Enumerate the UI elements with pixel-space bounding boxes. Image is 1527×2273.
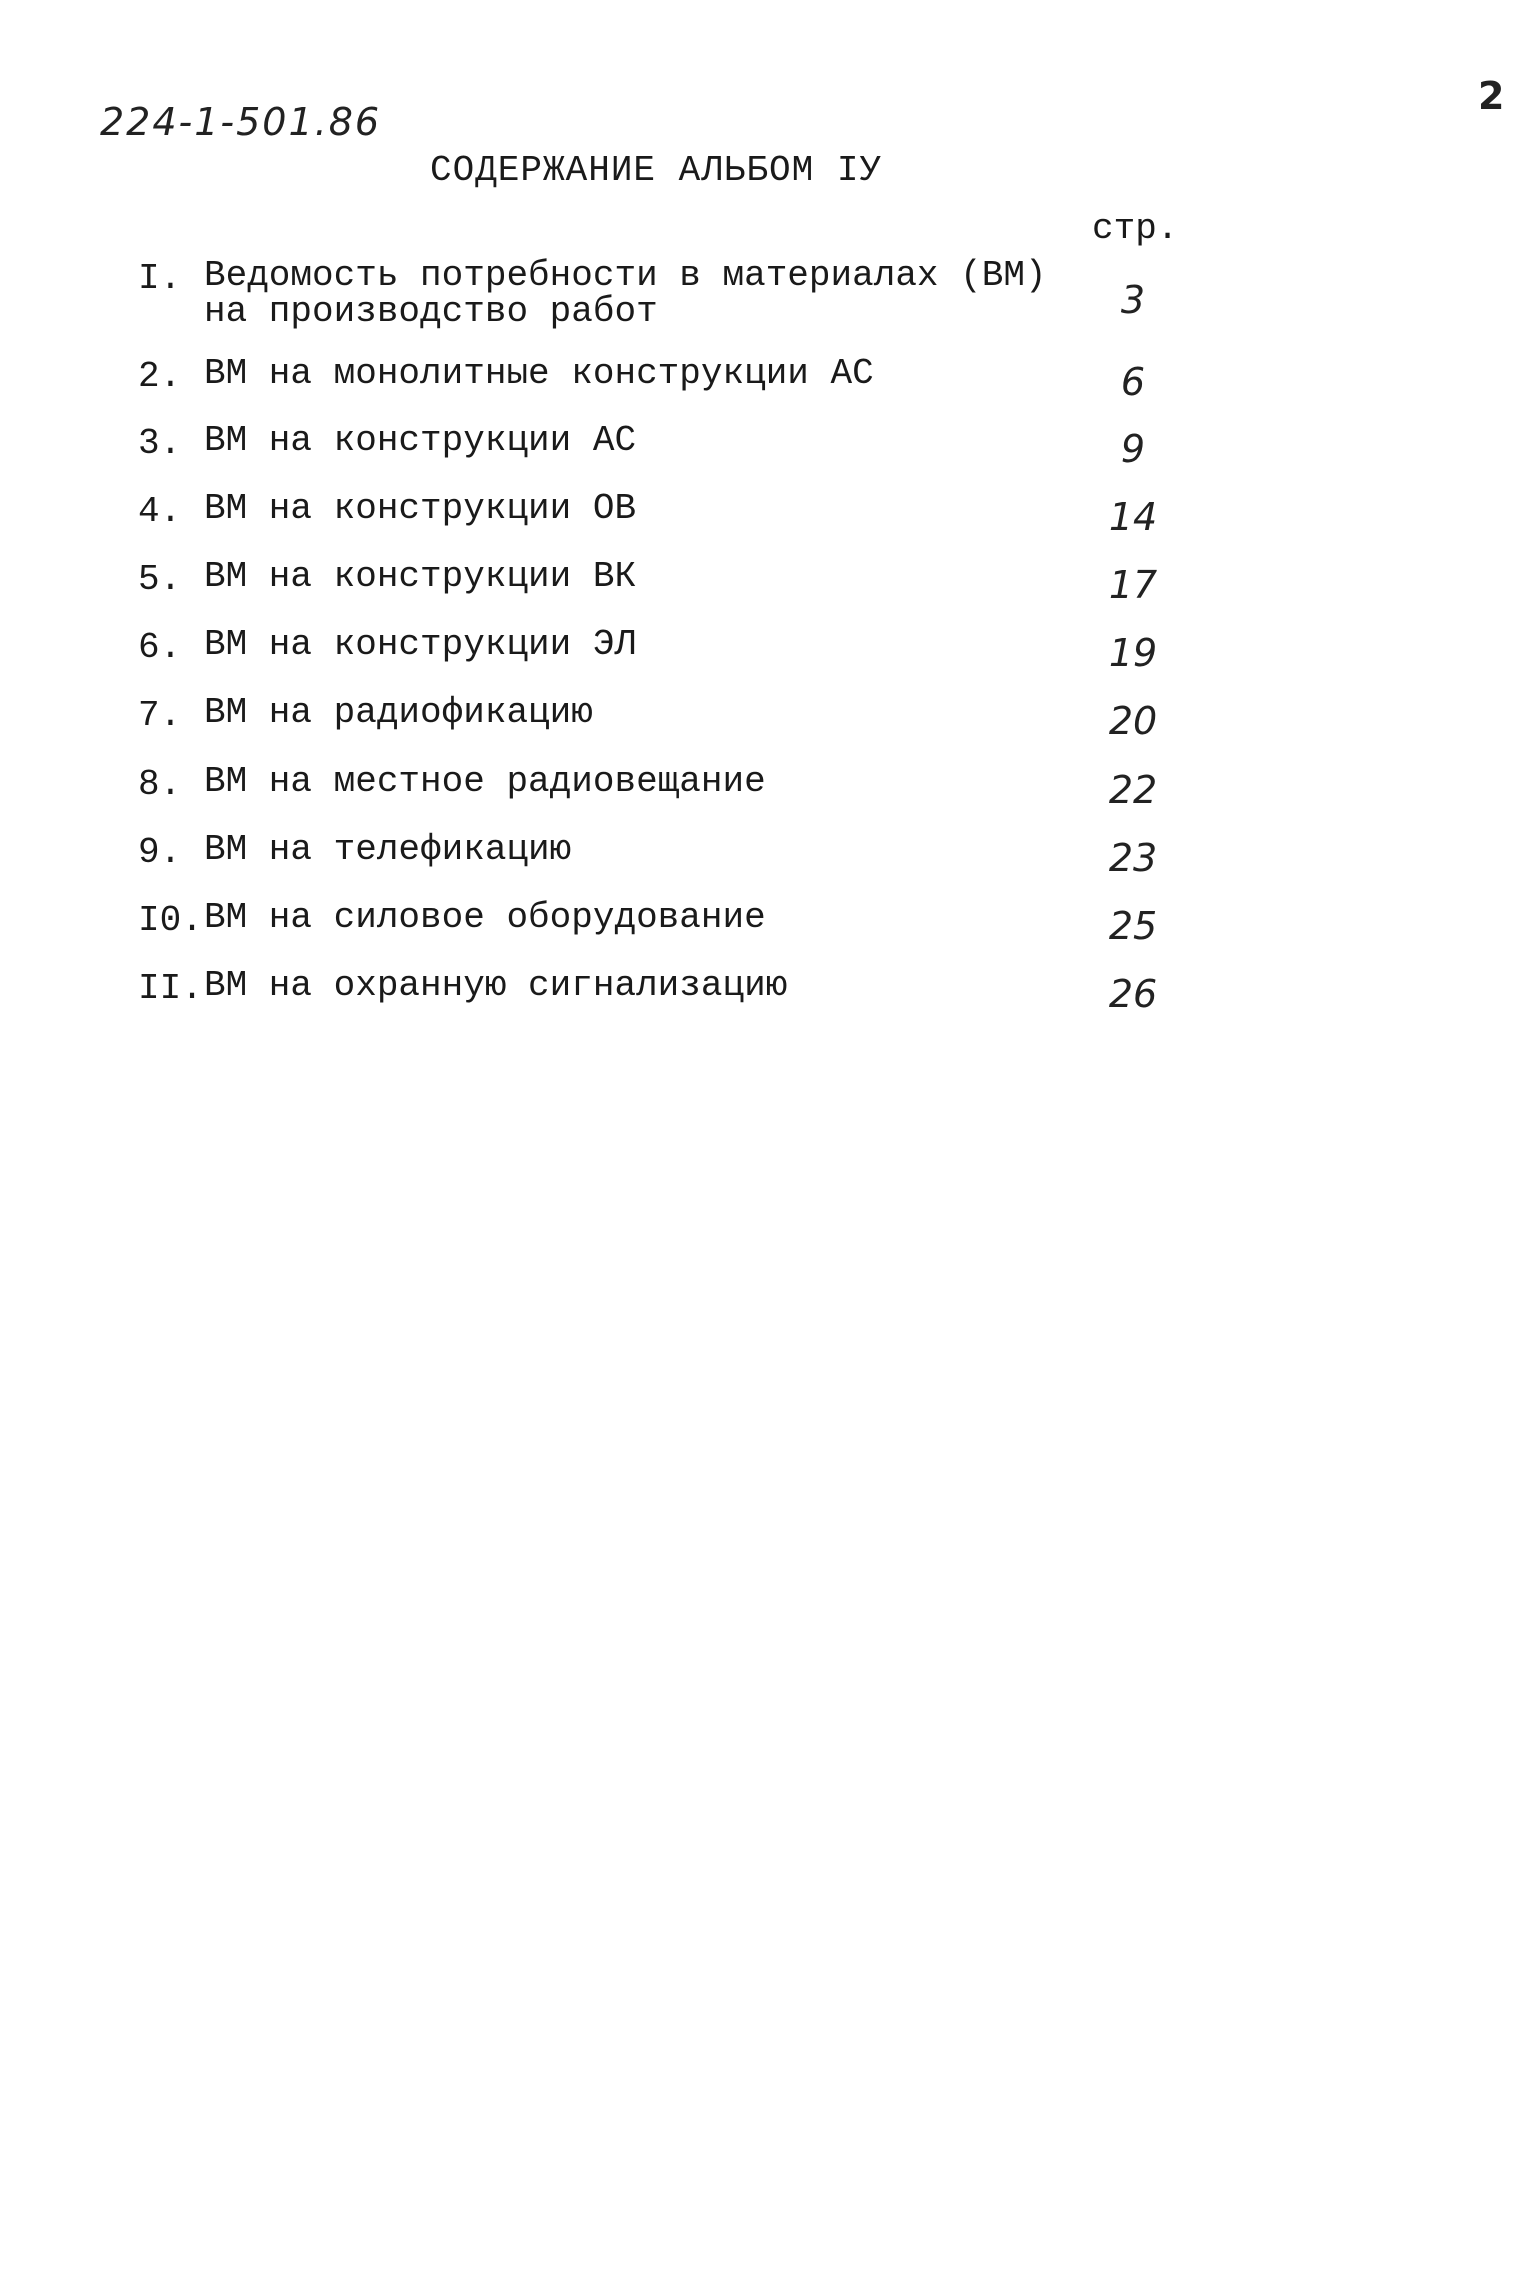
toc-item-number: II.	[138, 968, 203, 1009]
toc-item-title	[204, 488, 637, 529]
toc-item-title	[204, 255, 1047, 332]
toc-row	[0, 829, 1527, 892]
toc-item-title	[204, 761, 766, 802]
toc-item-number: 8.	[138, 764, 182, 805]
toc-item-page: 14	[1108, 495, 1158, 539]
toc-row	[0, 897, 1527, 960]
toc-item-title-line: Ведомость потребности в материалах (ВМ)	[204, 255, 1047, 296]
toc-item-title-line: ВМ на телефикацию	[204, 829, 572, 870]
page-column-header: стр.	[1092, 208, 1179, 249]
toc-item-title	[204, 353, 874, 394]
toc-row	[0, 624, 1527, 687]
toc-item-number: 5.	[138, 559, 182, 600]
toc-row	[0, 255, 1527, 332]
toc-item-title-line: ВМ на охранную сигнализацию	[204, 965, 788, 1006]
toc-item-page: 23	[1108, 836, 1158, 880]
page-title: СОДЕРЖАНИЕ АЛЬБОМ IУ	[430, 150, 883, 191]
toc-item-page: 20	[1108, 699, 1158, 743]
toc-item-page: 25	[1108, 904, 1158, 948]
toc-item-number: 6.	[138, 627, 182, 668]
toc-item-number: 9.	[138, 832, 182, 873]
toc-item-title-line: ВМ на конструкции ЭЛ	[204, 624, 637, 665]
toc-item-title	[204, 965, 788, 1006]
toc-item-page: 19	[1108, 631, 1158, 675]
toc-item-page: 6	[1120, 360, 1146, 404]
toc-item-title	[204, 420, 637, 461]
toc-row	[0, 761, 1527, 824]
toc-item-title	[204, 692, 593, 733]
toc-row	[0, 488, 1527, 551]
toc-item-title-line: ВМ на силовое оборудование	[204, 897, 766, 938]
toc-item-title-line: ВМ на монолитные конструкции АС	[204, 353, 874, 394]
toc-row	[0, 420, 1527, 483]
toc-item-page: 3	[1120, 278, 1146, 322]
toc-item-number: 3.	[138, 423, 182, 464]
toc-item-title-line: на производство работ	[204, 291, 658, 332]
page-number: 2	[1478, 74, 1505, 118]
toc-item-title	[204, 624, 637, 665]
toc-item-title-line: ВМ на конструкции ОВ	[204, 488, 637, 529]
toc-item-number: I.	[138, 258, 182, 299]
toc-item-page: 22	[1108, 768, 1158, 812]
toc-item-title	[204, 897, 766, 938]
toc-item-title-line: ВМ на конструкции АС	[204, 420, 637, 461]
toc-item-title	[204, 556, 637, 597]
toc-item-page: 9	[1120, 427, 1146, 471]
toc-row	[0, 353, 1527, 416]
toc-item-title-line: ВМ на местное радиовещание	[204, 761, 766, 802]
toc-row	[0, 965, 1527, 1028]
toc-item-number: 2.	[138, 356, 182, 397]
toc-row	[0, 556, 1527, 619]
toc-item-title-line: ВМ на конструкции ВК	[204, 556, 637, 597]
toc-item-page: 17	[1108, 563, 1158, 607]
toc-item-number: 7.	[138, 695, 182, 736]
document-code: 224-1-501.86	[100, 100, 382, 144]
toc-item-number: I0.	[138, 900, 203, 941]
toc-item-number: 4.	[138, 491, 182, 532]
toc-item-page: 26	[1108, 972, 1158, 1016]
toc-row	[0, 692, 1527, 755]
toc-item-title-line: ВМ на радиофикацию	[204, 692, 593, 733]
toc-item-title	[204, 829, 572, 870]
